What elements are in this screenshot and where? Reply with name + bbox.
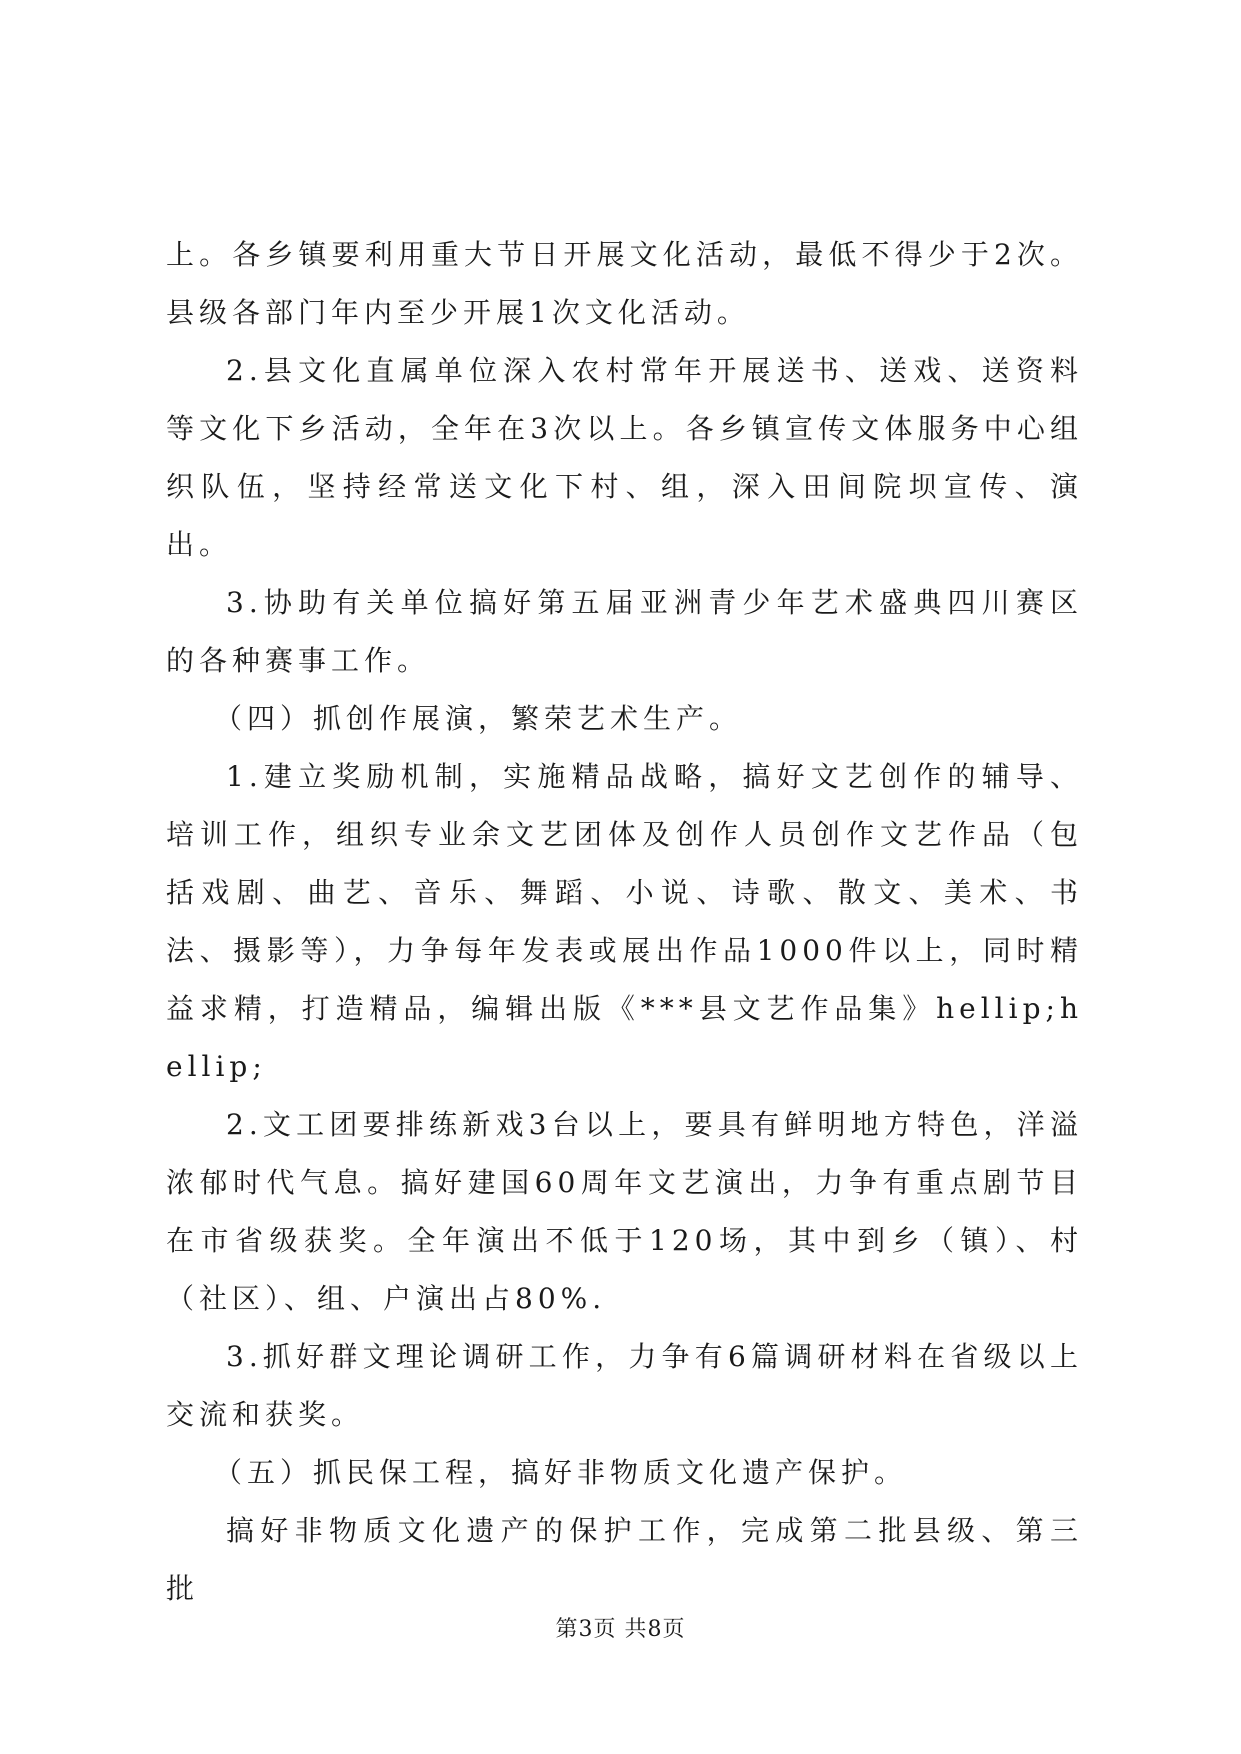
document-body <box>166 226 1083 1618</box>
paragraph-item-1: 1.建立奖励机制，实施精品战略，搞好文艺创作的辅导、培训工作，组织专业余文艺团体及创作人员创作文艺作品（包括戏剧、曲艺、音乐、舞蹈、小说、诗歌、散文、美术、书法、摄影等），力争每年发表或展出作品1000件以上，同时精益求精，打造精品，编辑出版《***县文艺作品集》hellip;hellip; <box>166 760 1083 1083</box>
paragraph-heritage: 搞好非物质文化遗产的保护工作，完成第二批县级、第三批 <box>166 1514 1083 1605</box>
paragraph-continuation: 上。各乡镇要利用重大节日开展文化活动，最低不得少于2次。县级各部门年内至少开展1次文化活动。 <box>166 238 1083 329</box>
page-number-footer: 第3页 共8页 <box>555 1617 686 1642</box>
paragraph-item-2-troupe: 2.文工团要排练新戏3台以上，要具有鲜明地方特色，洋溢浓郁时代气息。搞好建国60周年文艺演出，力争有重点剧节目在市省级获奖。全年演出不低于120场，其中到乡（镇）、村（社区）、组、户演出占80%. <box>166 1108 1083 1315</box>
section-heading-four: （四）抓创作展演，繁荣艺术生产。 <box>214 702 743 735</box>
paragraph-item-2: 2.县文化直属单位深入农村常年开展送书、送戏、送资料等文化下乡活动，全年在3次以上。各乡镇宣传文体服务中心组织队伍，坚持经常送文化下村、组，深入田间院坝宣传、演出。 <box>166 354 1083 561</box>
section-heading-five: （五）抓民保工程，搞好非物质文化遗产保护。 <box>214 1456 908 1489</box>
paragraph-item-3-research: 3.抓好群文理论调研工作，力争有6篇调研材料在省级以上交流和获奖。 <box>166 1340 1083 1431</box>
paragraph-item-3: 3.协助有关单位搞好第五届亚洲青少年艺术盛典四川赛区的各种赛事工作。 <box>166 586 1083 677</box>
